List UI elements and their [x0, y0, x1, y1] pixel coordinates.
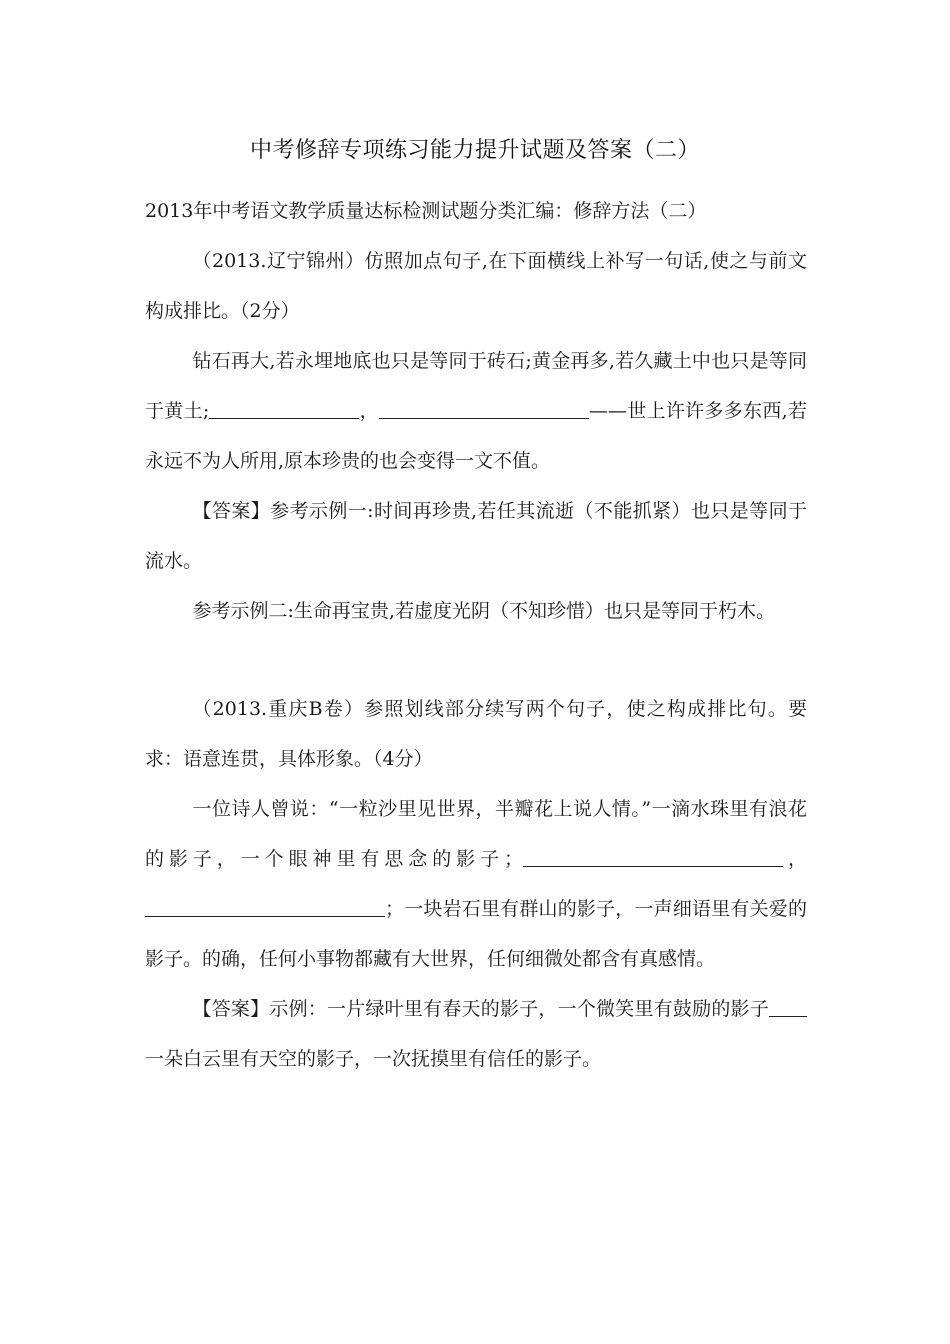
q2-prompt: （2013.重庆B卷）参照划线部分续写两个句子，使之构成排比句。要求：语意连贯，具体形象。（4分）: [145, 698, 807, 770]
q1-blank-2[interactable]: [379, 399, 589, 419]
q1-answer-2: 参考示例二:生命再宝贵,若虚度光阴（不知珍惜）也只是等同于朽木。: [192, 600, 775, 622]
q1-answer-1-text: 参考示例一:时间再珍贵,若任其流逝（不能抓紧）也只是等同于流水。: [145, 500, 807, 572]
q2-answer-a: 示例：一片绿叶里有春天的影子，一个微笑里有鼓励的影子: [269, 998, 769, 1020]
q2-answer: [145, 984, 807, 1084]
q1-text: [145, 336, 807, 486]
q2-text: [145, 784, 807, 984]
q2-blank-1b[interactable]: [691, 847, 783, 867]
q2-answer-tag: 【答案】: [192, 998, 270, 1020]
section-gap: [145, 636, 807, 684]
q1-blank-1[interactable]: [209, 399, 359, 419]
q2-text-b: ；一块岩石里有群山的影子，一声细语里有关爱的影子。的确，任何小事物都藏有大世界，任何细微处都含有真感情。: [145, 898, 807, 970]
document-subtitle: 2013年中考语文教学质量达标检测试题分类汇编：修辞方法（二）: [145, 200, 707, 222]
page-title: 中考修辞专项练习能力提升试题及答案（二）: [249, 138, 700, 163]
q1-text-sep: ，: [359, 400, 379, 422]
q1-text-b: ——世上许许多多东西,若永远不为人所用,原本珍贵的也会变得一文不值。: [145, 400, 807, 472]
q2-blank-1a[interactable]: [523, 847, 691, 867]
q1-text-a: 钻石再大,若永埋地底也只是等同于砖石;黄金再多,若久藏土中也只是等同于黄土;: [145, 350, 807, 422]
q2-answer-blank: [769, 997, 807, 1017]
q2-answer-b: 一朵白云里有天空的影子，一次抚摸里有信任的影子。: [145, 1048, 602, 1070]
q1-answer-1: [145, 486, 807, 586]
q2-blank-2[interactable]: [145, 897, 385, 917]
q1-prompt: （2013.辽宁锦州）仿照加点句子,在下面横线上补写一句话,使之与前文构成排比。（2分）: [145, 250, 807, 322]
q2-text-sep: ，: [783, 848, 807, 870]
q2-text-a: 一位诗人曾说：“一粒沙里见世界，半瓣花上说人情。”一滴水珠里有浪花的影子，一个眼神里有思念的影子；: [145, 798, 807, 870]
q1-answer-tag: 【答案】: [192, 500, 271, 522]
document-body: [145, 186, 807, 1084]
